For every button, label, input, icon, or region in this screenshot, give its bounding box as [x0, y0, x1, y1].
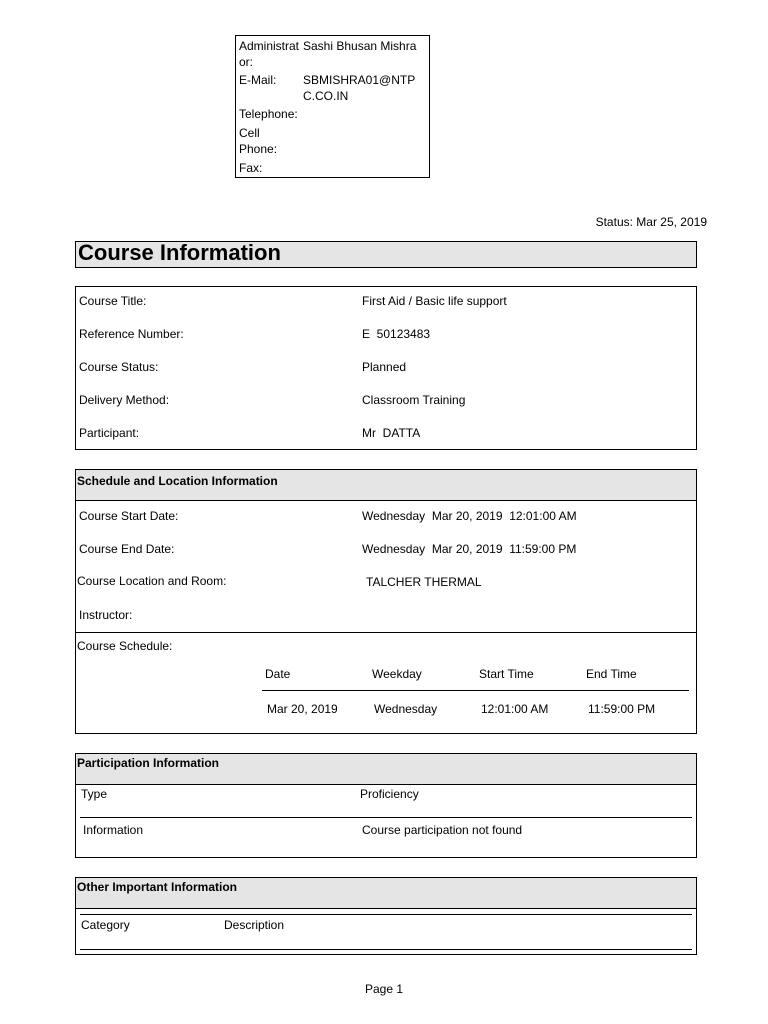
- schedule-row-weekday: Wednesday: [374, 702, 438, 716]
- other-heading-bar: [76, 878, 696, 909]
- course-start-date-value: Wednesday Mar 20, 2019 12:01:00 AM: [362, 509, 577, 523]
- schedule-heading-bar: [76, 470, 696, 501]
- telephone-label: Telephone:: [239, 107, 298, 121]
- other-category-header: Category: [81, 918, 130, 932]
- schedule-header-date: Date: [265, 667, 291, 681]
- participant-value: Mr DATTA: [362, 426, 421, 440]
- course-information-box: [75, 286, 697, 450]
- other-top-rule: [80, 914, 692, 915]
- course-status-label: Course Status:: [79, 360, 159, 374]
- schedule-location-box: [75, 469, 697, 734]
- other-heading: Other Important Information: [77, 880, 237, 894]
- schedule-row-start-time: 12:01:00 AM: [481, 702, 549, 716]
- administrator-label: Administrator:: [239, 39, 300, 69]
- schedule-row-end-time: 11:59:00 PM: [588, 702, 656, 716]
- participant-label: Participant:: [79, 426, 140, 440]
- course-location-value: TALCHER THERMAL: [366, 575, 482, 589]
- course-information-heading: Course Information: [78, 240, 281, 265]
- cellphone-label: Cell Phone:: [239, 126, 278, 156]
- schedule-row-date: Mar 20, 2019: [267, 702, 338, 716]
- email-value: SBMISHRA01@NTPC.CO.IN: [303, 73, 416, 103]
- participation-info-value: Course participation not found: [362, 823, 523, 837]
- reference-number-label: Reference Number:: [79, 327, 184, 341]
- course-status-value: Planned: [362, 360, 407, 374]
- schedule-heading: Schedule and Location Information: [77, 474, 278, 488]
- course-end-date-label: Course End Date:: [79, 542, 175, 556]
- course-schedule-label: Course Schedule:: [77, 639, 173, 653]
- course-title-value: First Aid / Basic life support: [362, 294, 507, 308]
- participation-type-header: Type: [81, 787, 108, 801]
- section-divider: [76, 632, 696, 633]
- schedule-header-start-time: Start Time: [479, 667, 534, 681]
- participation-info-label: Information: [83, 823, 144, 837]
- fax-label: Fax:: [239, 161, 263, 175]
- participation-proficiency-header: Proficiency: [360, 787, 419, 801]
- course-information-heading-bar: [75, 241, 697, 268]
- participation-heading: Participation Information: [77, 756, 220, 770]
- email-label: E-Mail:: [239, 73, 277, 87]
- participation-heading-bar: [76, 754, 696, 785]
- participation-box: [75, 753, 697, 858]
- instructor-label: Instructor:: [79, 608, 133, 622]
- schedule-header-weekday: Weekday: [372, 667, 422, 681]
- schedule-header-end-time: End Time: [586, 667, 637, 681]
- course-end-date-value: Wednesday Mar 20, 2019 11:59:00 PM: [362, 542, 577, 556]
- delivery-method-label: Delivery Method:: [79, 393, 170, 407]
- delivery-method-value: Classroom Training: [362, 393, 466, 407]
- course-title-label: Course Title:: [79, 294, 147, 308]
- schedule-header-rule: [262, 690, 689, 691]
- page-number: Page 1: [364, 982, 404, 996]
- status-date: Status: Mar 25, 2019: [595, 215, 707, 229]
- administrator-contact-box: [235, 35, 430, 178]
- course-start-date-label: Course Start Date:: [79, 509, 179, 523]
- other-bottom-rule: [80, 949, 692, 950]
- other-description-header: Description: [224, 918, 285, 932]
- other-information-box: [75, 877, 697, 955]
- reference-number-value: E 50123483: [362, 327, 431, 341]
- course-location-label: Course Location and Room:: [77, 574, 227, 588]
- administrator-value: Sashi Bhusan Mishra: [303, 39, 417, 53]
- participation-rule: [80, 817, 692, 818]
